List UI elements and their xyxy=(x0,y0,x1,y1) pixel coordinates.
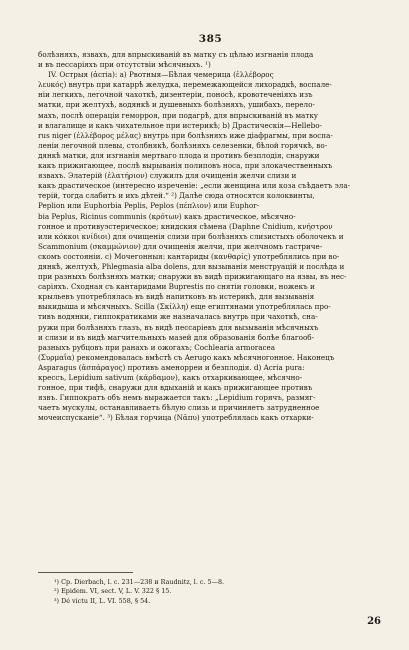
text-line: Asparagus (ἀσπάραγος) противъ аменорреи и безплодія. d) Acria pura: xyxy=(38,362,305,372)
body-text xyxy=(38,50,383,423)
text-line: и влагалище и какъ чихательное при истерикѣ; b) Драстическія—Hellebo- xyxy=(38,120,322,130)
text-line: bia Peplus, Ricinus communis (κρότων) какъ драстическое, мѣсячно- xyxy=(38,211,296,221)
text-line: или κόκκοι κνίδιοι) для очищенія слизи при болѣзняхъ слизистыхъ оболочекъ и xyxy=(38,231,344,241)
printer-signature-mark: 26 xyxy=(367,616,381,627)
book-page xyxy=(38,0,383,650)
text-line: ніи легкихъ, легочной чахоткѣ, дизентеріи, поносѣ, кровотеченіяхъ изъ xyxy=(38,90,313,100)
text-line: дянкѣ матки, для изгнанія мертваго плода и противъ безплодія, снаружи xyxy=(38,150,320,160)
text-line: Scammonium (σκαμμώνιον) для очищенія желчи, при желчномъ гастриче- xyxy=(38,241,323,251)
text-line: и слизи и въ видѣ магчительныхъ мазей для образованія болѣе благооб- xyxy=(38,332,315,342)
text-line: терій, тогда слабитъ и ихъ дѣтей.“ ²) Далѣе сюда относятся колоквинты, xyxy=(38,191,315,201)
text-line: IV. Острыя (ἀcria): а) Рвотныя—Бѣлая чемерица (ἐλλέβορος xyxy=(48,70,274,80)
text-line: разныхъ рубцовъ при ранахъ и ожогахъ; Cochlearia armoracea xyxy=(38,342,276,352)
text-line: язвахъ. Элатерій (ἐλατήριον) служилъ для очищенія желчи слизи и xyxy=(38,171,297,181)
text-line: и въ пессаріяхъ при отсутствіи мѣсячныхъ. ¹) xyxy=(38,60,211,70)
text-line: леніи легочной плевы, столбнякѣ, болѣзняхъ селезенки, бѣлой горячкѣ, во- xyxy=(38,140,328,150)
footnote: ³) Dé victu II, L. VI. 558, § 54. xyxy=(54,596,151,605)
text-line: λευκός) внутрь при катаррѣ желудка, перемежающейся лихорадкѣ, воспале- xyxy=(38,80,332,90)
text-line: мочеиспусканіе“. ³) Бѣлая горчица (Νᾶπυ) употреблялась какъ отхарки- xyxy=(38,413,314,423)
text-line: дянкѣ, желтухѣ, Phlegmasia alba dolens, для вызыванія менструацій и послѣда и xyxy=(38,261,345,271)
text-line: скомъ состояніи. c) Мочегонныя: кантариды (κανθαρίς) употреблялись при во- xyxy=(38,251,340,261)
text-line: Peplion или Euphorbia Peplis, Peplos (πέπλιον) или Euphor- xyxy=(38,201,260,211)
text-line: тивъ водянки, гиппократиками же назначалась внутрь при чахоткѣ, сна- xyxy=(38,312,318,322)
text-line: гонное и противуэстерическое; книдския сѣмена (Daphne Cnidium, κνήστρον xyxy=(38,221,333,231)
text-line: rus niger (ἐλλέβορος μέλας) внутрь при болѣзняхъ иже діафрагмы, при воспа- xyxy=(38,130,333,140)
footnote-divider xyxy=(38,572,133,573)
text-line: при разныхъ болѣзняхъ матки; снаружи въ видѣ прижигающаго на язвы, въ нес- xyxy=(38,272,347,282)
text-line: (Συρμαΐα) рекомендовалась вмѣстѣ съ Aerugo какъ мѣсячногонное. Наконецъ xyxy=(38,352,335,362)
text-line: чаетъ мускулы, останавливаетъ бѣлую слизь и причиняетъ затрудненное xyxy=(38,403,320,413)
text-line: язвъ. Гиппократъ объ немъ выражается такъ: „Lepidium горячъ, размяг- xyxy=(38,393,316,403)
footnote: ²) Epidem. VI, sect. V, L. V. 322 § 15. xyxy=(54,587,172,596)
text-line: гонное, при тифѣ, снаружи для вдыханій и какъ прижигающее противъ xyxy=(38,383,313,393)
footnote: ¹) Ср. Dierbach, l. c. 231—238 и Raudnitz, l. c. 5—8. xyxy=(54,578,225,586)
text-line: болѣзняхъ, язвахъ, для впрыскиваній въ матку съ цѣлью изгнанія плода xyxy=(38,50,314,59)
text-line: матки, при желтухѣ, водянкѣ и душевныхъ болѣзняхъ, ушибахъ, перело- xyxy=(38,100,315,110)
text-line: махъ, послѣ операціи геморроя, при подагрѣ, для впрыскиваній въ матку xyxy=(38,110,319,120)
text-line: какъ прижигающее, послѣ вырыванія полиповъ носа, при злокачественныхъ xyxy=(38,161,333,171)
text-line: какъ драстическое (интересно изреченіе: „если женщина или коза съѣдаетъ эла- xyxy=(38,181,351,191)
text-line: саріяхъ. Сходная съ кантаридами Buprestis по снятіи головки, ножекъ и xyxy=(38,282,315,292)
footnotes xyxy=(54,578,383,606)
text-line: выкидыша и мѣсячныхъ. Scilla (Σκίλλη) еще египтянами употреблялась про- xyxy=(38,302,331,312)
page-number: 385 xyxy=(198,33,223,45)
text-line: ружи при болѣзняхъ глазъ, въ видѣ пессаріевъ для вызыванія мѣсячныхъ xyxy=(38,322,319,332)
text-line: крессъ, Lepidium sativum (κάρδαμον), какъ отхаркивающее, мѣсячно- xyxy=(38,373,303,382)
text-line: крыльевъ употреблялась въ видѣ напитковъ въ истерикѣ, для вызыванія xyxy=(38,292,315,302)
